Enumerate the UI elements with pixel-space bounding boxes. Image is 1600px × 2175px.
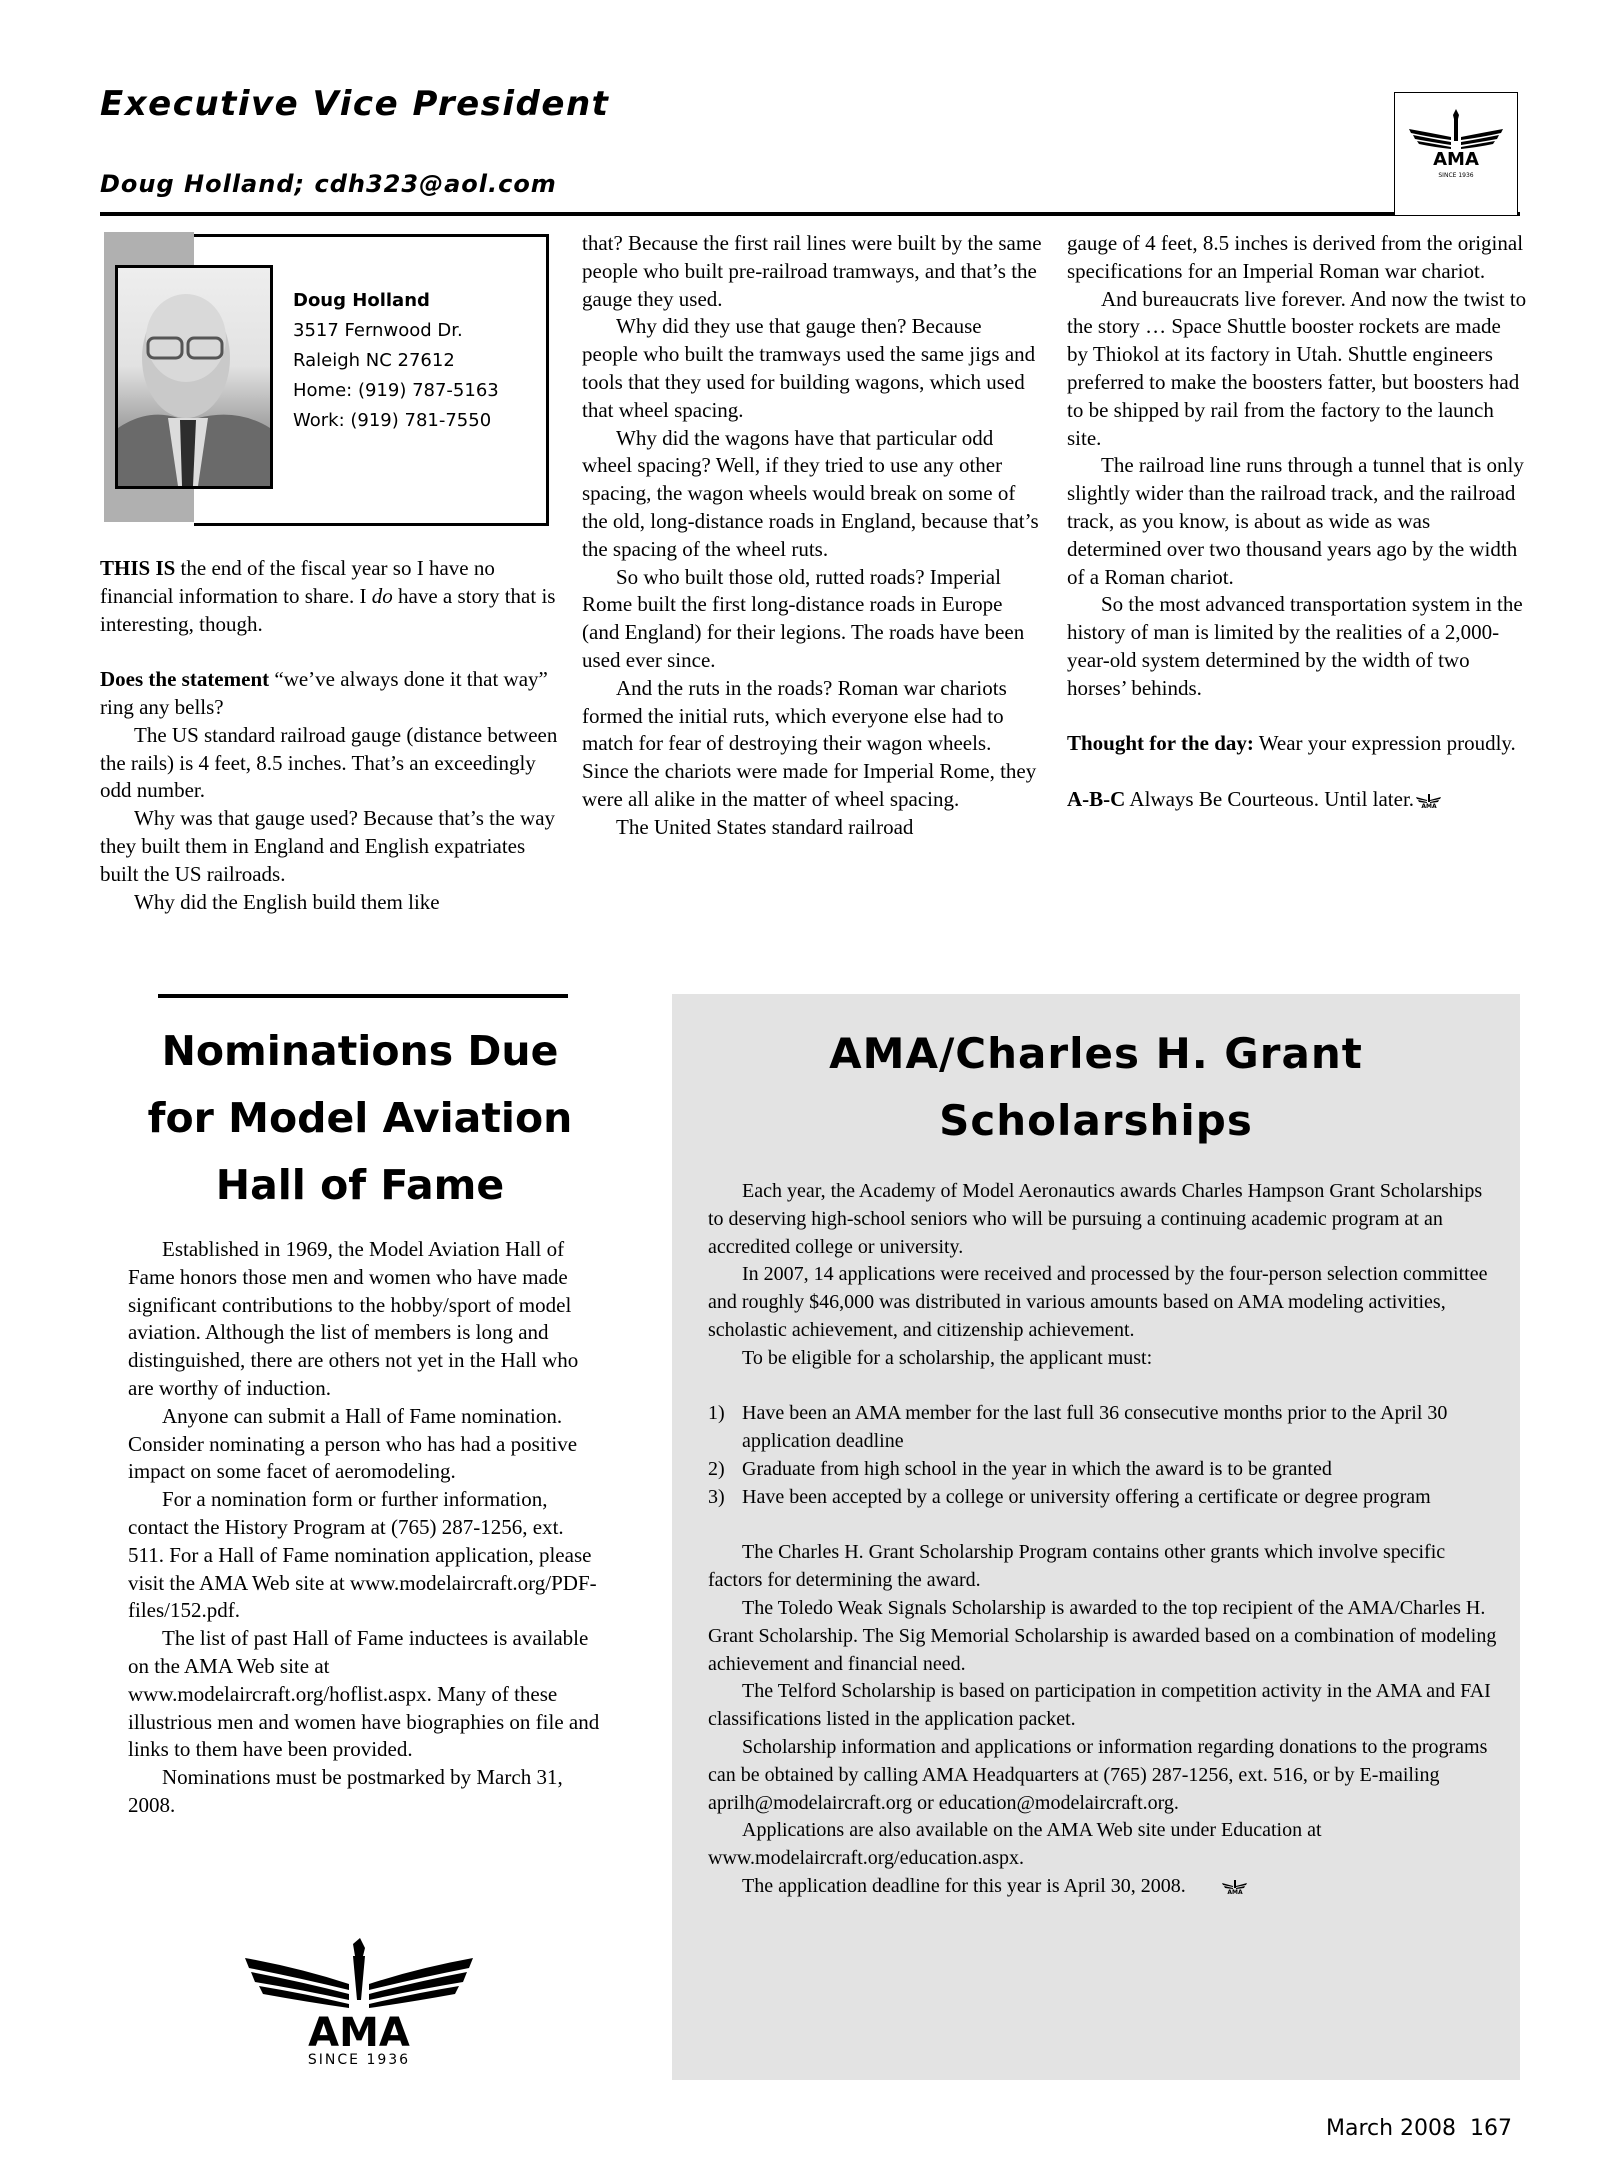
body-paragraph: Why was that gauge used? Because that’s the way they built them in England and English expatriates built the US railroads. [100, 806, 556, 886]
contact-info [293, 286, 499, 436]
eligibility-item [708, 1484, 1498, 1512]
body-paragraph: The Charles H. Grant Scholarship Program contains other grants which involve specific factors for determining the award. [708, 1541, 1446, 1592]
body-paragraph: The list of past Hall of Fame inductees is available on the AMA Web site at www.modelaircraft.org/hoflist.aspx. Many of these illustrious men and women have biographies on file and links to them have been provided. [128, 1626, 600, 1762]
list-number: 2) [708, 1457, 725, 1480]
body-paragraph: Anyone can submit a Hall of Fame nomination. Consider nominating a person who has had a positive impact on some facet of aeromodeling. [128, 1403, 578, 1484]
body-paragraph: The Toledo Weak Signals Scholarship is awarded to the top recipient of the AMA/Charles H. Grant Scholarship. The Sig Memorial Scholarship is awarded based on a combination of modeling achievement and financial need. [708, 1596, 1497, 1675]
headline-line: Hall of Fame [215, 1161, 505, 1209]
body-paragraph: Applications are also available on the AMA Web site under Education at www.modelaircraft.org/education.aspx. [708, 1819, 1322, 1870]
deadline-text: The application deadline for this year is April 30, 2008. [742, 1874, 1186, 1897]
intro-paragraph [100, 555, 560, 638]
body-paragraph: And bureaucrats live forever. And now the twist to the story … Space Shuttle booster rockets are made by Thiokol at its factory in Utah. Shuttle engineers preferred to make the boosters fatter, but boosters had to be shipped by rail from the factory to the launch site. [1067, 286, 1527, 450]
contact-address-line2: Raleigh NC 27612 [293, 350, 455, 371]
intro-text-a: the end of the fiscal year so I have no financial information to share. I [100, 556, 495, 608]
list-number: 3) [708, 1485, 725, 1508]
issue-date: March 2008 [1326, 2116, 1457, 2141]
svg-text:AMA: AMA [1421, 802, 1437, 808]
hall-of-fame-headline [110, 1018, 610, 1219]
intro-text-b: have a story that is interesting, though. [100, 583, 556, 636]
section-title: Executive Vice President [100, 84, 610, 124]
contact-home-phone: Home: (919) 787-5163 [293, 380, 499, 401]
body-paragraph: To be eligible for a scholarship, the applicant must: [742, 1346, 1153, 1369]
list-text: Have been accepted by a college or university offering a certificate or degree program [742, 1485, 1431, 1508]
body-paragraph: In 2007, 14 applications were received and processed by the four-person selection committee and roughly $46,000 was distributed in various amounts based on AMA modeling activities, scholastic achievement, and citizenship achievement. [708, 1263, 1488, 1341]
scholarship-body [708, 1178, 1498, 1903]
scholarship-headline [672, 1020, 1520, 1154]
intro-emphasis: do [371, 583, 393, 608]
header-divider [100, 212, 1520, 216]
author-byline: Doug Holland; cdh323@aol.com [100, 170, 557, 198]
article-column-2 [582, 230, 1042, 842]
end-mark-icon [1416, 788, 1442, 816]
end-mark-icon [1188, 1875, 1248, 1903]
thought-lead-in: Thought for the day: [1067, 731, 1254, 756]
logo-text: AMA [308, 2010, 410, 2056]
headline-line: Nominations Due [161, 1027, 559, 1075]
ama-logo-icon [1395, 93, 1517, 215]
thought-for-the-day [1067, 730, 1527, 758]
abc-lead-in: A-B-C [1067, 786, 1126, 811]
question-lead-in: Does the statement [100, 667, 270, 692]
page-footer [1326, 2116, 1512, 2141]
sign-off [1067, 786, 1527, 816]
headline-line: for Model Aviation [147, 1094, 573, 1142]
body-paragraph: Why did the wagons have that particular odd wheel spacing? Well, if they tried to use any other spacing, the wagon wheels would break on some of the old, long-distance roads in England, because that’s the spacing of the wheel ruts. [582, 425, 1039, 561]
body-paragraph: The Telford Scholarship is based on participation in competition activity in the AMA and FAI classifications listed in the application packet. [708, 1680, 1491, 1731]
contact-name: Doug Holland [293, 290, 430, 311]
body-paragraph-start: The United States standard railroad [616, 814, 914, 839]
body-paragraph: Why did they use that gauge then? Because people who built the tramways used the same jigs and tools that they used for building wagons, which used that wheel spacing. [582, 314, 1036, 422]
page-number: 167 [1470, 2116, 1513, 2141]
body-paragraph-start: Why did the English build them like [134, 889, 440, 914]
contact-work-phone: Work: (919) 781-7550 [293, 410, 492, 431]
intro-lead-in: THIS IS [100, 556, 176, 580]
body-paragraph: Nominations must be postmarked by March 31, 2008. [128, 1765, 563, 1817]
hall-of-fame-divider [158, 994, 568, 998]
body-paragraph: The US standard railroad gauge (distance between the rails) is 4 feet, 8.5 inches. That’s an exceedingly odd number. [100, 722, 558, 803]
article-column-1 [100, 555, 560, 916]
svg-text:AMA: AMA [1227, 1888, 1243, 1894]
body-paragraph: So who built those old, rutted roads? Imperial Rome built the first long-distance roads in Europe (and England) for their legions. The roads have been used ever since. [582, 564, 1025, 672]
contact-address-line1: 3517 Fernwood Dr. [293, 320, 463, 341]
body-paragraph: Each year, the Academy of Model Aeronautics awards Charles Hampson Grant Scholarships to deserving high-school seniors who will be pursuing a continuing academic program at an accredited college or university. [708, 1180, 1483, 1258]
portrait-photo [115, 265, 273, 489]
headline-line: Scholarships [939, 1096, 1253, 1145]
eligibility-item [708, 1400, 1498, 1456]
question-text: “we’ve always done it that way” ring any bells? [100, 667, 548, 719]
question-paragraph [100, 666, 560, 722]
ama-logo [245, 1938, 475, 2073]
ama-logo-icon [245, 1938, 475, 2068]
thought-text: Wear your expression proudly. [1253, 731, 1516, 756]
body-paragraph-cont: that? Because the first rail lines were built by the same people who built pre-railroad tramways, and that’s the gauge they used. [582, 231, 1042, 311]
body-paragraph-cont: gauge of 4 feet, 8.5 inches is derived from the original specifications for an Imperial Roman war chariot. [1067, 231, 1524, 283]
article-column-3 [1067, 230, 1527, 816]
eligibility-item [708, 1456, 1498, 1484]
deadline-paragraph [708, 1873, 1498, 1903]
logo-since: SINCE 1936 [1438, 172, 1474, 179]
body-paragraph: Scholarship information and applications or information regarding donations to the programs can be obtained by calling AMA Headquarters at (765) 287-1256, ext. 516, or by E-mailing aprilh@modelaircraft.org or education@modelaircraft.org. [708, 1735, 1488, 1814]
body-paragraph: The railroad line runs through a tunnel that is only slightly wider than the railroad track, and the railroad track, as you know, is about as wide as was determined over two thousand years ago by the width of a Roman chariot. [1067, 453, 1524, 589]
body-paragraph: For a nomination form or further information, contact the History Program at (765) 287-1256, ext. 511. For a Hall of Fame nomination application, please visit the AMA Web site at www.modelaircraft.org/PDF-files/152.pdf. [128, 1487, 597, 1623]
list-text: Have been an AMA member for the last full 36 consecutive months prior to the April 30 application deadline [742, 1402, 1448, 1453]
body-paragraph: Established in 1969, the Model Aviation Hall of Fame honors those men and women who have made significant contributions to the hobby/sport of model aviation. Although the list of members is long and distinguished, there are others not yet in the Hall who are worthy of induction. [128, 1237, 579, 1400]
list-number: 1) [708, 1402, 725, 1425]
body-paragraph: So the most advanced transportation system in the history of man is limited by the realities of a 2,000-year-old system determined by the width of two horses’ behinds. [1067, 592, 1523, 700]
eligibility-list [708, 1400, 1498, 1511]
headline-line: AMA/Charles H. Grant [829, 1029, 1363, 1078]
sign-off-text: Always Be Courteous. Until later. [1125, 786, 1415, 811]
list-text: Graduate from high school in the year in which the award is to be granted [742, 1457, 1332, 1480]
body-paragraph: And the ruts in the roads? Roman war chariots formed the initial ruts, which everyone else had to match for fear of destroying their wagon wheels. Since the chariots were made for Imperial Rome, they were all alike in the matter of wheel spacing. [582, 675, 1037, 811]
logo-text: AMA [1433, 149, 1479, 170]
hall-of-fame-body [128, 1236, 604, 1820]
logo-since: SINCE 1936 [307, 2052, 411, 2068]
header-logo-box [1394, 92, 1518, 215]
